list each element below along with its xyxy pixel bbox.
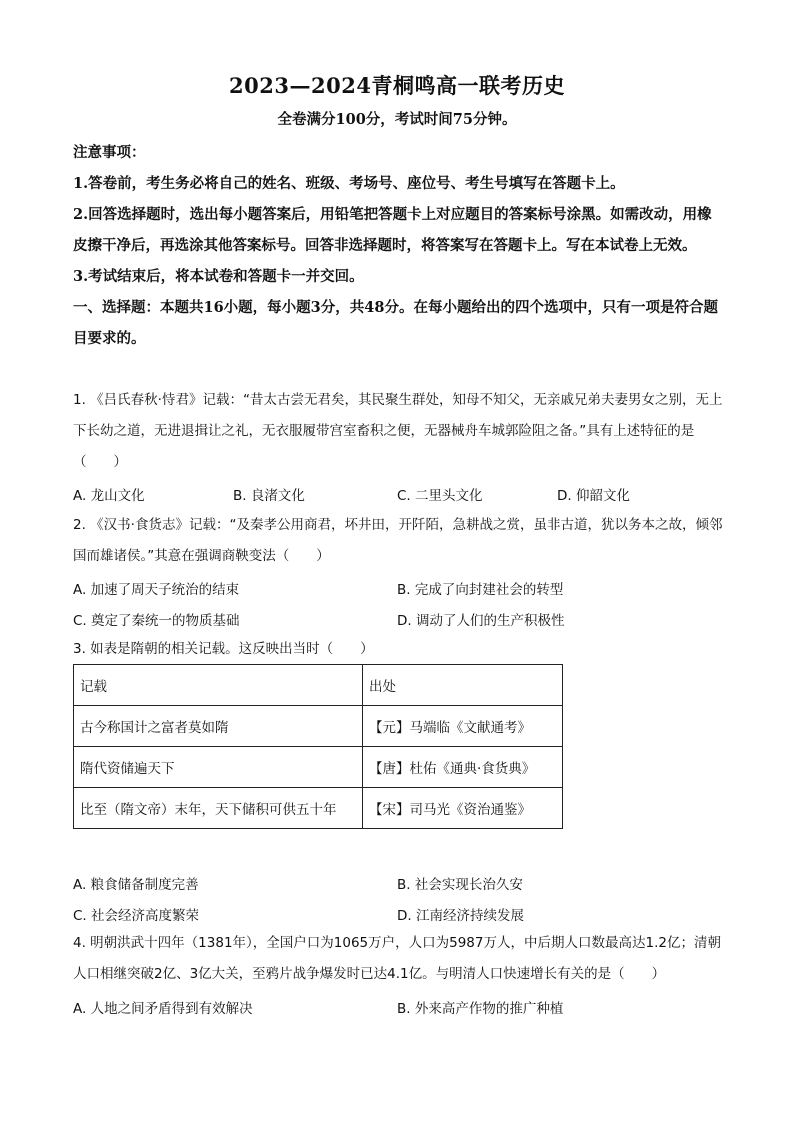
- q1-option-c[interactable]: C. 二里头文化: [397, 488, 483, 504]
- notes-heading: 注意事项：: [73, 144, 146, 161]
- table-header-record: 记载: [74, 665, 363, 706]
- q4-option-b[interactable]: B. 外来高产作物的推广种植: [397, 1001, 564, 1017]
- table-cell-source: 【宋】司马光《资治通鉴》: [363, 788, 563, 829]
- q4-option-a[interactable]: A. 人地之间矛盾得到有效解决: [73, 1001, 253, 1017]
- q2-option-b[interactable]: B. 完成了向封建社会的转型: [397, 582, 564, 598]
- q2-option-a[interactable]: A. 加速了周天子统治的结束: [73, 582, 240, 598]
- q1-option-d[interactable]: D. 仰韶文化: [557, 488, 630, 504]
- table-cell-record: 隋代资储遍天下: [74, 747, 363, 788]
- records-table: [73, 664, 563, 829]
- q3-option-c[interactable]: C. 社会经济高度繁荣: [73, 908, 200, 924]
- exam-title: 2023—2024青桐鸣高一联考历史: [229, 73, 565, 98]
- table-row: [74, 747, 563, 788]
- table-header-row: [74, 665, 563, 706]
- table-cell-source: 【唐】杜佑《通典·食货典》: [363, 747, 563, 788]
- table-cell-source: 【元】马端临《文献通考》: [363, 706, 563, 747]
- table-cell-record: 比至（隋文帝）末年，天下储积可供五十年: [74, 788, 363, 829]
- table-header-source: 出处: [363, 665, 563, 706]
- question-2-stem: 2. 《汉书·食货志》记载：“及秦孝公用商君，坏井田，开阡陌，急耕战之赏，虽非古道，犹以务本之故，倾邻国而雄诸侯。”其意在强调商鞅变法（ ）: [73, 517, 723, 564]
- table-row: [74, 706, 563, 747]
- q3-option-d[interactable]: D. 江南经济持续发展: [397, 908, 524, 924]
- question-3-stem: 3. 如表是隋朝的相关记载。这反映出当时（ ）: [73, 641, 374, 657]
- notes-item-1: 1.答卷前，考生务必将自己的姓名、班级、考场号、座位号、考生号填写在答题卡上。: [73, 175, 625, 192]
- q3-option-a[interactable]: A. 粮食储备制度完善: [73, 877, 199, 893]
- notes-item-3: 3.考试结束后，将本试卷和答题卡一并交回。: [73, 268, 364, 285]
- q2-option-c[interactable]: C. 奠定了秦统一的物质基础: [73, 613, 240, 629]
- table-row: [74, 788, 563, 829]
- q2-option-d[interactable]: D. 调动了人们的生产积极性: [397, 613, 565, 629]
- question-1-stem: 1. 《吕氏春秋·恃君》记载：“昔太古尝无君矣，其民聚生群处，知母不知父，无亲戚兄弟夫妻男女之别，无上下长幼之道，无进退揖让之礼，无衣服履带宫室畜积之便，无器械舟车城郭险阻之备。”具有上述特征的是（ ）: [73, 392, 723, 470]
- q1-option-a[interactable]: A. 龙山文化: [73, 488, 145, 504]
- q3-option-b[interactable]: B. 社会实现长治久安: [397, 877, 523, 893]
- section-heading: 一、选择题：本题共16小题，每小题3分，共48分。在每小题给出的四个选项中，只有一项是符合题目要求的。: [73, 299, 718, 347]
- exam-subtitle: 全卷满分100分，考试时间75分钟。: [277, 111, 517, 128]
- notes-section: [73, 137, 723, 354]
- q1-option-b[interactable]: B. 良渚文化: [233, 488, 305, 504]
- question-4-stem: 4. 明朝洪武十四年（1381年），全国户口为1065万户，人口为5987万人，中后期人口数最高达1.2亿；清朝人口相继突破2亿、3亿大关，至鸦片战争爆发时已达4.1亿。与明清人口快速增长有关的是（ ）: [73, 935, 721, 982]
- notes-item-2: 2.回答选择题时，选出每小题答案后，用铅笔把答题卡上对应题目的答案标号涂黑。如需改动，用橡皮擦干净后，再选涂其他答案标号。回答非选择题时，将答案写在答题卡上。写在本试卷上无效。: [73, 206, 712, 254]
- table-cell-record: 古今称国计之富者莫如隋: [74, 706, 363, 747]
